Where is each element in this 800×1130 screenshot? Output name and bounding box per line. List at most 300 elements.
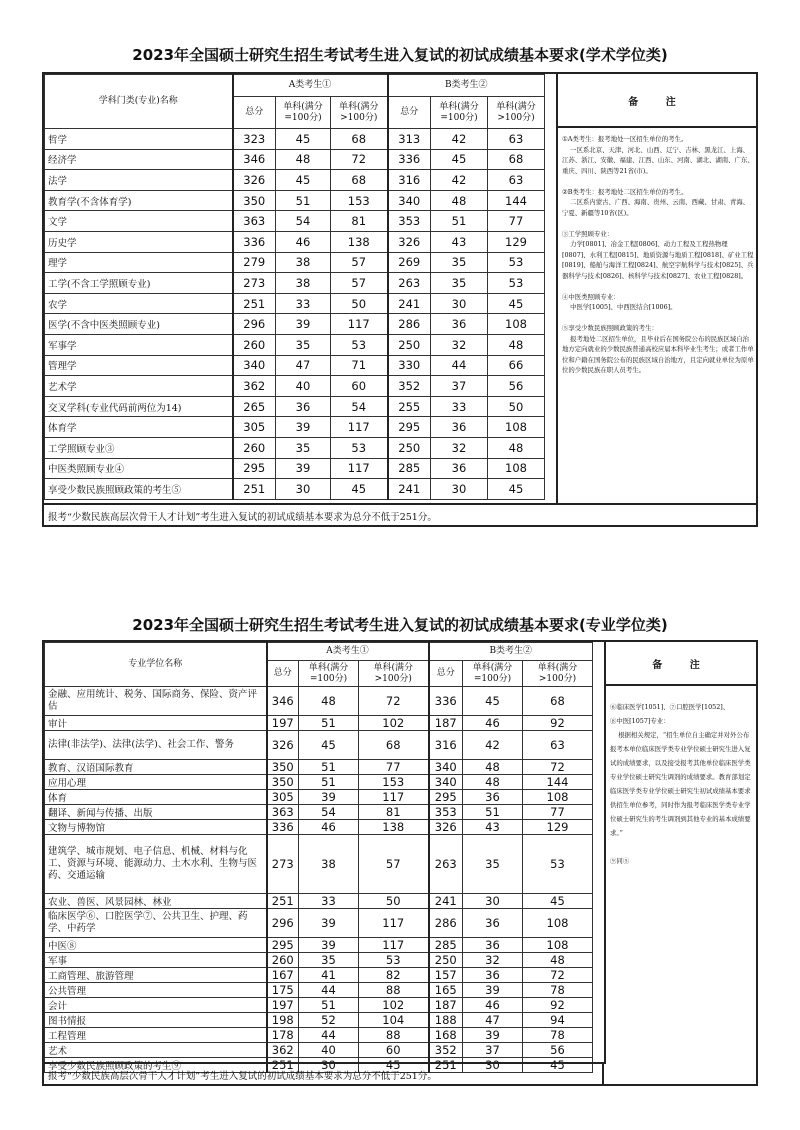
table-row	[45, 376, 545, 397]
col-header-total: 总分	[233, 97, 276, 129]
score-cell: 197	[267, 716, 299, 731]
score-cell: 50	[331, 293, 388, 314]
score-cell: 43	[463, 820, 523, 835]
notes-header: 备 注	[556, 74, 758, 128]
score-cell: 273	[267, 835, 299, 893]
table-row	[45, 355, 545, 376]
score-cell: 296	[233, 314, 276, 335]
score-cell: 56	[523, 1042, 593, 1057]
score-cell: 165	[429, 982, 463, 997]
score-cell: 340	[233, 355, 276, 376]
row-name: 体育	[45, 790, 267, 805]
score-cell: 45	[488, 479, 545, 500]
score-cell: 336	[388, 149, 431, 170]
score-cell: 94	[523, 1012, 593, 1027]
score-cell: 178	[267, 1027, 299, 1042]
row-name: 享受少数民族照顾政策的考生⑤	[45, 479, 233, 500]
score-cell: 305	[267, 790, 299, 805]
score-cell: 295	[388, 417, 431, 438]
score-cell: 81	[359, 805, 429, 820]
score-cell: 102	[359, 997, 429, 1012]
table-row	[45, 687, 593, 716]
score-cell: 188	[429, 1012, 463, 1027]
table-row	[45, 731, 593, 760]
score-cell: 175	[267, 982, 299, 997]
score-cell: 45	[463, 687, 523, 716]
score-cell: 30	[463, 893, 523, 908]
score-cell: 40	[276, 376, 331, 397]
score-cell: 36	[276, 396, 331, 417]
score-cell: 251	[267, 893, 299, 908]
score-cell: 39	[276, 458, 331, 479]
score-cell: 326	[267, 731, 299, 760]
score-cell: 108	[523, 937, 593, 952]
table-row	[45, 1012, 593, 1027]
academic-footer-note: 报考“少数民族高层次骨干人才计划”考生进入复试的初试成绩基本要求为总分不低于251分。	[44, 503, 756, 525]
score-cell: 51	[299, 997, 359, 1012]
col-header-single-100: 单科(满分=100分)	[463, 661, 523, 687]
score-cell: 36	[463, 908, 523, 937]
score-cell: 36	[463, 967, 523, 982]
score-cell: 108	[488, 314, 545, 335]
score-cell: 36	[463, 790, 523, 805]
score-cell: 108	[488, 417, 545, 438]
score-cell: 30	[431, 479, 488, 500]
score-cell: 260	[267, 952, 299, 967]
score-cell: 263	[429, 835, 463, 893]
row-name: 经济学	[45, 149, 233, 170]
table-row	[45, 952, 593, 967]
score-cell: 104	[359, 1012, 429, 1027]
table-row	[45, 820, 593, 835]
professional-score-table	[44, 642, 593, 1073]
col-header-total: 总分	[429, 661, 463, 687]
table-row	[45, 149, 545, 170]
score-cell: 37	[431, 376, 488, 397]
score-cell: 296	[267, 908, 299, 937]
score-cell: 45	[276, 170, 331, 191]
row-name: 农学	[45, 293, 233, 314]
row-name: 金融、应用统计、税务、国际商务、保险、资产评估	[45, 687, 267, 716]
group-a-header: A类考生①	[267, 643, 429, 661]
row-name: 历史学	[45, 231, 233, 252]
score-cell: 68	[488, 149, 545, 170]
score-cell: 316	[388, 170, 431, 191]
score-cell: 250	[429, 952, 463, 967]
score-cell: 352	[429, 1042, 463, 1057]
score-cell: 336	[429, 687, 463, 716]
score-cell: 353	[388, 211, 431, 232]
professional-title: 2023年全国硕士研究生招生考试考生进入复试的初试成绩基本要求(专业学位类)	[132, 616, 668, 634]
score-cell: 197	[267, 997, 299, 1012]
table-row	[45, 835, 593, 893]
score-cell: 39	[463, 982, 523, 997]
score-cell: 263	[388, 273, 431, 294]
score-cell: 54	[331, 396, 388, 417]
score-cell: 56	[488, 376, 545, 397]
score-cell: 295	[233, 458, 276, 479]
score-cell: 117	[359, 908, 429, 937]
score-cell: 39	[276, 314, 331, 335]
score-cell: 48	[463, 760, 523, 775]
table-row	[45, 790, 593, 805]
score-cell: 81	[331, 211, 388, 232]
score-cell: 117	[359, 790, 429, 805]
score-cell: 44	[299, 1027, 359, 1042]
score-cell: 157	[429, 967, 463, 982]
score-cell: 82	[359, 967, 429, 982]
score-cell: 92	[523, 716, 593, 731]
score-cell: 352	[388, 376, 431, 397]
score-cell: 117	[331, 458, 388, 479]
score-cell: 35	[431, 273, 488, 294]
row-name: 法律(非法学)、法律(法学)、社会工作、警务	[45, 731, 267, 760]
score-cell: 53	[359, 952, 429, 967]
row-name: 工学照顾专业③	[45, 437, 233, 458]
score-cell: 138	[359, 820, 429, 835]
score-cell: 336	[233, 231, 276, 252]
score-cell: 72	[331, 149, 388, 170]
score-cell: 102	[359, 716, 429, 731]
score-cell: 144	[488, 190, 545, 211]
table-row	[45, 937, 593, 952]
score-cell: 53	[488, 273, 545, 294]
score-cell: 286	[388, 314, 431, 335]
score-cell: 45	[431, 149, 488, 170]
score-cell: 33	[299, 893, 359, 908]
table-row	[45, 982, 593, 997]
score-cell: 167	[267, 967, 299, 982]
score-cell: 346	[233, 149, 276, 170]
col-header-single-100: 单科(满分=100分)	[276, 97, 331, 129]
table-row	[45, 129, 545, 150]
academic-title: 2023年全国硕士研究生招生考试考生进入复试的初试成绩基本要求(学术学位类)	[132, 46, 668, 64]
score-cell: 63	[523, 731, 593, 760]
col-header-single-gt100: 单科(满分>100分)	[488, 97, 545, 129]
academic-notes: ①A类考生：报考地处一区招生单位的考生。 一区系北京、天津、河北、山西、辽宁、吉林、黑龙江、上海、江苏、浙江、安徽、福建、江西、山东、河南、湖北、湖南、广东、重庆、四川、陕西等21省(市)。 ②B类考生：报考地处二区招生单位的考生。 二区系内蒙古、广西、海南、贵州、云南、西藏、甘肃、青海、宁夏、新疆等10省(区)。 ③工学照顾专业： 力学[0801]、冶金工程[0806]、动力工程及工程热物理[0807]、水利工程[0815]、地质资源与地质工程[0818]、矿业工程[0819]、船舶与海洋工程[0824]、航空宇航科学与技术[0825]、兵器科学与技术[0826]、核科学与技术[0827]、农业工程[0828]。 ④中医类照顾专业： 中医学[1005]、中西医结合[1006]。 ⑤享受少数民族照顾政策的考生： 报考地处二区招生单位，且毕业后在国务院公布的民族区域自治地方定向就业的少数民族普通高校应届本科毕业生考生；或者工作单位和户籍在国务院公布的民族区域自治地方，且定向就业单位为原单位的少数民族在职人员考生。	[556, 128, 758, 505]
score-cell: 279	[233, 252, 276, 273]
col-header-single-gt100: 单科(满分>100分)	[523, 661, 593, 687]
score-cell: 60	[331, 376, 388, 397]
score-cell: 39	[463, 1027, 523, 1042]
score-cell: 35	[299, 952, 359, 967]
score-cell: 129	[488, 231, 545, 252]
row-name: 理学	[45, 252, 233, 273]
score-cell: 350	[233, 190, 276, 211]
row-name: 应用心理	[45, 775, 267, 790]
score-cell: 42	[431, 129, 488, 150]
score-cell: 353	[429, 805, 463, 820]
table-row	[45, 458, 545, 479]
professional-footer-note: 报考“少数民族高层次骨干人才计划”考生进入复试的初试成绩基本要求为总分不低于251分。	[44, 1062, 604, 1084]
row-name: 管理学	[45, 355, 233, 376]
score-cell: 78	[523, 1027, 593, 1042]
score-cell: 51	[463, 805, 523, 820]
score-cell: 72	[359, 687, 429, 716]
table-row	[45, 1027, 593, 1042]
score-cell: 326	[388, 231, 431, 252]
score-cell: 362	[233, 376, 276, 397]
score-cell: 295	[267, 937, 299, 952]
score-cell: 60	[359, 1042, 429, 1057]
row-name: 法学	[45, 170, 233, 191]
score-cell: 33	[431, 396, 488, 417]
row-name: 军事	[45, 952, 267, 967]
score-cell: 187	[429, 997, 463, 1012]
score-cell: 168	[429, 1027, 463, 1042]
score-cell: 340	[429, 760, 463, 775]
table-row	[45, 967, 593, 982]
score-cell: 326	[233, 170, 276, 191]
score-cell: 44	[431, 355, 488, 376]
score-cell: 68	[359, 731, 429, 760]
row-name: 中医类照顾专业④	[45, 458, 233, 479]
score-cell: 260	[233, 334, 276, 355]
score-cell: 42	[463, 731, 523, 760]
score-cell: 33	[276, 293, 331, 314]
score-cell: 241	[388, 293, 431, 314]
score-cell: 51	[299, 775, 359, 790]
score-cell: 41	[299, 967, 359, 982]
score-cell: 92	[523, 997, 593, 1012]
score-cell: 285	[429, 937, 463, 952]
score-cell: 350	[267, 775, 299, 790]
score-cell: 57	[331, 252, 388, 273]
table-row	[45, 273, 545, 294]
col-header-total: 总分	[388, 97, 431, 129]
score-cell: 46	[276, 231, 331, 252]
row-name: 工商管理、旅游管理	[45, 967, 267, 982]
score-cell: 117	[359, 937, 429, 952]
score-cell: 77	[488, 211, 545, 232]
score-cell: 35	[431, 252, 488, 273]
score-cell: 46	[463, 997, 523, 1012]
score-cell: 48	[488, 437, 545, 458]
table-row	[45, 437, 545, 458]
score-cell: 63	[488, 170, 545, 191]
score-cell: 36	[431, 314, 488, 335]
score-cell: 36	[431, 417, 488, 438]
group-b-header: B类考生②	[388, 75, 545, 97]
score-cell: 30	[463, 1057, 523, 1072]
score-cell: 63	[488, 129, 545, 150]
score-cell: 36	[431, 458, 488, 479]
score-cell: 108	[523, 790, 593, 805]
score-cell: 30	[431, 293, 488, 314]
score-cell: 198	[267, 1012, 299, 1027]
score-cell: 45	[331, 479, 388, 500]
score-cell: 144	[523, 775, 593, 790]
score-cell: 35	[463, 835, 523, 893]
score-cell: 251	[233, 479, 276, 500]
row-name: 艺术	[45, 1042, 267, 1057]
score-cell: 241	[429, 893, 463, 908]
table-row	[45, 211, 545, 232]
score-cell: 153	[359, 775, 429, 790]
score-cell: 313	[388, 129, 431, 150]
score-cell: 66	[488, 355, 545, 376]
score-cell: 255	[388, 396, 431, 417]
professional-table-block	[42, 640, 758, 1086]
score-cell: 330	[388, 355, 431, 376]
col-header-name: 专业学位名称	[45, 643, 267, 687]
row-name: 公共管理	[45, 982, 267, 997]
row-name: 会计	[45, 997, 267, 1012]
score-cell: 72	[523, 967, 593, 982]
col-header-single-gt100: 单科(满分>100分)	[359, 661, 429, 687]
score-cell: 39	[299, 790, 359, 805]
score-cell: 36	[463, 937, 523, 952]
score-cell: 78	[523, 982, 593, 997]
score-cell: 286	[429, 908, 463, 937]
row-name: 建筑学、城市规划、电子信息、机械、材料与化工、资源与环境、能源动力、土木水利、生物与医药、交通运输	[45, 835, 267, 893]
score-cell: 37	[463, 1042, 523, 1057]
score-cell: 40	[299, 1042, 359, 1057]
score-cell: 50	[488, 396, 545, 417]
score-cell: 117	[331, 314, 388, 335]
score-cell: 362	[267, 1042, 299, 1057]
score-cell: 30	[276, 479, 331, 500]
row-name: 交叉学科(专业代码前两位为14)	[45, 396, 233, 417]
score-cell: 52	[299, 1012, 359, 1027]
score-cell: 187	[429, 716, 463, 731]
score-cell: 138	[331, 231, 388, 252]
score-cell: 57	[331, 273, 388, 294]
row-name: 教育学(不含体育学)	[45, 190, 233, 211]
academic-score-table	[44, 74, 545, 500]
score-cell: 32	[463, 952, 523, 967]
score-cell: 363	[267, 805, 299, 820]
score-cell: 295	[429, 790, 463, 805]
score-cell: 54	[276, 211, 331, 232]
score-cell: 48	[431, 190, 488, 211]
row-name: 审计	[45, 716, 267, 731]
group-b-header: B类考生②	[429, 643, 593, 661]
notes-header: 备 注	[604, 642, 758, 686]
col-header-name: 学科门类(专业)名称	[45, 75, 233, 129]
score-cell: 51	[299, 760, 359, 775]
row-name: 工程管理	[45, 1027, 267, 1042]
score-cell: 44	[299, 982, 359, 997]
score-cell: 38	[276, 252, 331, 273]
score-cell: 77	[523, 805, 593, 820]
score-cell: 71	[331, 355, 388, 376]
score-cell: 68	[523, 687, 593, 716]
table-row	[45, 893, 593, 908]
row-name: 哲学	[45, 129, 233, 150]
score-cell: 48	[463, 775, 523, 790]
col-header-single-gt100: 单科(满分>100分)	[331, 97, 388, 129]
score-cell: 32	[431, 437, 488, 458]
table-row	[45, 293, 545, 314]
score-cell: 45	[359, 1057, 429, 1072]
score-cell: 250	[388, 334, 431, 355]
score-cell: 43	[431, 231, 488, 252]
score-cell: 51	[431, 211, 488, 232]
row-name: 图书情报	[45, 1012, 267, 1027]
professional-notes: ⑥临床医学[1051]、⑦口腔医学[1052]、 ⑧中医[1057]专业： 根据相关规定，“招生单位自主确定并对外公布报考本单位临床医学类专业学位硕士研究生进入复试的成绩要求，以及接受报考其他单位临床医学类专业学位硕士研究生调剂的成绩要求。教育部划定临床医学类专业学位硕士研究生初试成绩基本要求供招生单位参考，同时作为报考临床医学类专业学位硕士研究生的考生调剂到其他专业的基本成绩要求。” ⑨同⑤	[604, 686, 758, 1064]
score-cell: 46	[463, 716, 523, 731]
score-cell: 340	[429, 775, 463, 790]
score-cell: 53	[523, 835, 593, 893]
row-name: 中医⑧	[45, 937, 267, 952]
score-cell: 51	[276, 190, 331, 211]
table-row	[45, 170, 545, 191]
row-name: 临床医学⑥、口腔医学⑦、公共卫生、护理、药学、中药学	[45, 908, 267, 937]
row-name: 享受少数民族照顾政策的考生⑨	[45, 1057, 267, 1072]
score-cell: 50	[359, 893, 429, 908]
score-cell: 38	[299, 835, 359, 893]
score-cell: 57	[359, 835, 429, 893]
row-name: 体育学	[45, 417, 233, 438]
score-cell: 47	[463, 1012, 523, 1027]
table-row	[45, 190, 545, 211]
row-name: 工学(不含工学照顾专业)	[45, 273, 233, 294]
row-name: 医学(不含中医类照顾专业)	[45, 314, 233, 335]
table-row	[45, 1042, 593, 1057]
score-cell: 251	[429, 1057, 463, 1072]
table-row	[45, 334, 545, 355]
score-cell: 350	[267, 760, 299, 775]
score-cell: 265	[233, 396, 276, 417]
score-cell: 30	[299, 1057, 359, 1072]
table-row	[45, 252, 545, 273]
score-cell: 129	[523, 820, 593, 835]
score-cell: 54	[299, 805, 359, 820]
score-cell: 42	[431, 170, 488, 191]
row-name: 军事学	[45, 334, 233, 355]
col-header-total: 总分	[267, 661, 299, 687]
score-cell: 48	[488, 334, 545, 355]
score-cell: 48	[299, 687, 359, 716]
row-name: 文物与博物馆	[45, 820, 267, 835]
score-cell: 316	[429, 731, 463, 760]
col-header-single-100: 单科(满分=100分)	[299, 661, 359, 687]
score-cell: 260	[233, 437, 276, 458]
score-cell: 117	[331, 417, 388, 438]
table-row	[45, 997, 593, 1012]
table-row	[45, 231, 545, 252]
score-cell: 340	[388, 190, 431, 211]
score-cell: 108	[523, 908, 593, 937]
score-cell: 53	[331, 334, 388, 355]
score-cell: 326	[429, 820, 463, 835]
score-cell: 153	[331, 190, 388, 211]
table-row	[45, 417, 545, 438]
academic-table-block	[42, 72, 758, 527]
score-cell: 241	[388, 479, 431, 500]
score-cell: 32	[431, 334, 488, 355]
score-cell: 45	[276, 129, 331, 150]
row-name: 农业、兽医、风景园林、林业	[45, 893, 267, 908]
row-name: 翻译、新闻与传播、出版	[45, 805, 267, 820]
row-name: 文学	[45, 211, 233, 232]
score-cell: 48	[523, 952, 593, 967]
score-cell: 35	[276, 437, 331, 458]
table-row	[45, 908, 593, 937]
score-cell: 251	[233, 293, 276, 314]
score-cell: 68	[331, 170, 388, 191]
score-cell: 48	[276, 149, 331, 170]
score-cell: 53	[488, 252, 545, 273]
col-header-single-100: 单科(满分=100分)	[431, 97, 488, 129]
score-cell: 323	[233, 129, 276, 150]
score-cell: 45	[523, 893, 593, 908]
score-cell: 39	[299, 937, 359, 952]
row-name: 艺术学	[45, 376, 233, 397]
score-cell: 269	[388, 252, 431, 273]
score-cell: 35	[276, 334, 331, 355]
